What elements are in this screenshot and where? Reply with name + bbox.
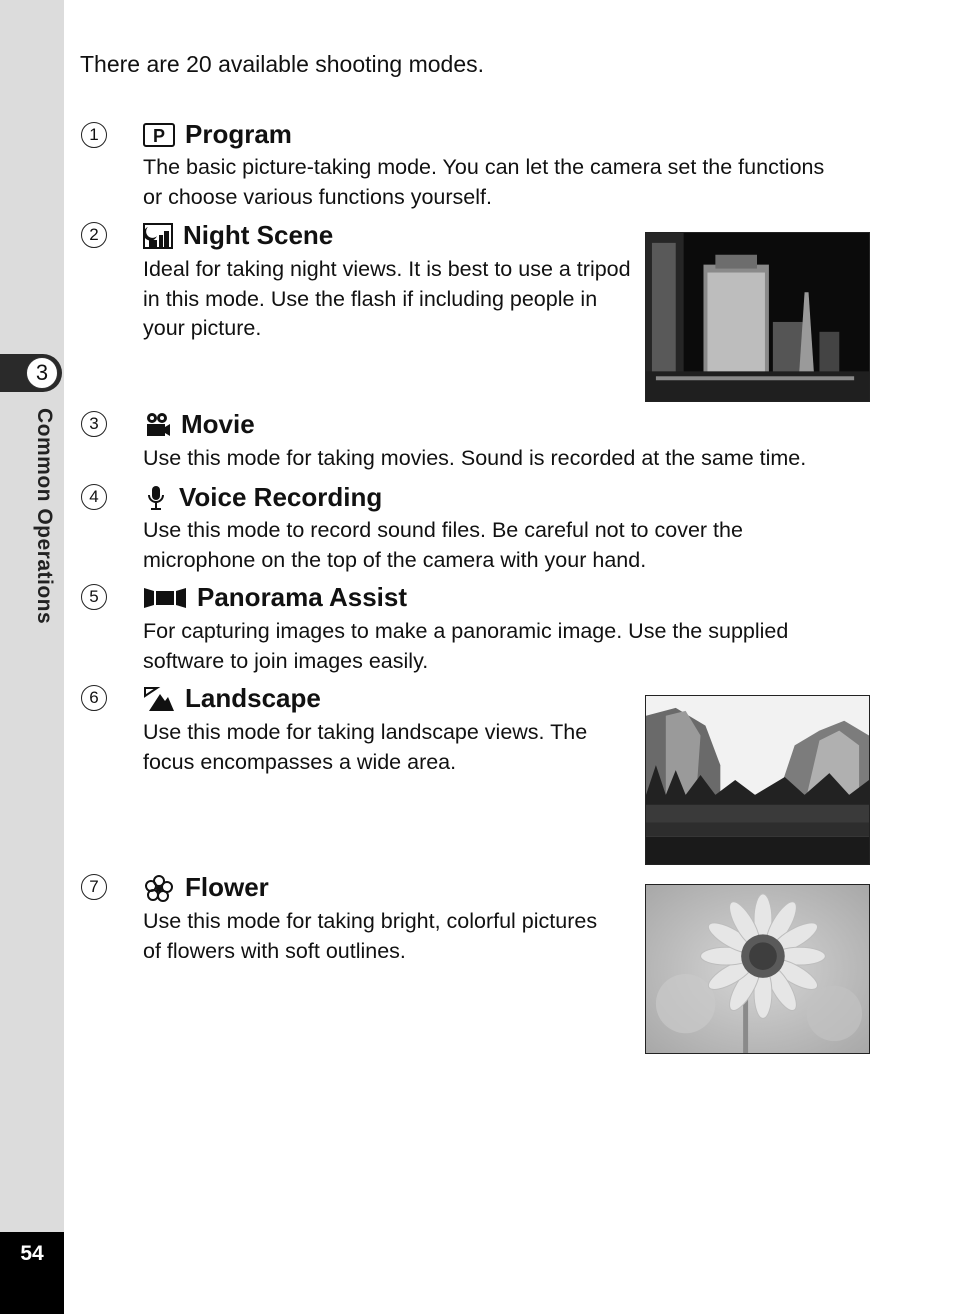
landscape-mountain-icon — [143, 686, 175, 712]
mode-title: Movie — [181, 409, 255, 439]
chapter-sidebar — [0, 0, 64, 1314]
program-p-icon — [143, 123, 175, 147]
intro-text: There are 20 available shooting modes. — [80, 51, 485, 77]
mode-title: Flower — [185, 872, 269, 902]
mode-number: 4 — [81, 484, 107, 510]
mode-number: 2 — [81, 222, 107, 248]
movie-camera-icon — [143, 412, 171, 438]
mode-description: Use this mode to record sound files. Be careful not to cover the microphone on the top of the camera with your hand. — [143, 518, 743, 572]
mode-heading — [143, 119, 292, 150]
mode-heading — [143, 220, 333, 251]
mode-number: 1 — [81, 122, 107, 148]
mode-number: 3 — [81, 411, 107, 437]
mode-title: Voice Recording — [179, 482, 383, 512]
mode-number: 5 — [81, 584, 107, 610]
mode-number: 6 — [81, 685, 107, 711]
chapter-title: Common Operations — [33, 408, 56, 625]
flower-icon — [143, 874, 175, 902]
mode-heading — [143, 683, 321, 714]
mode-description: For capturing images to make a panoramic image. Use the supplied software to join images easily. — [143, 619, 789, 673]
svg-text:P: P — [152, 125, 166, 146]
mode-title: Landscape — [185, 683, 321, 713]
mode-title: Program — [185, 119, 292, 149]
panorama-icon — [143, 587, 187, 609]
mode-description: Use this mode for taking landscape views. The focus encompasses a wide area. — [143, 720, 588, 774]
mode-number: 7 — [81, 874, 107, 900]
night-scene-photo — [645, 232, 870, 402]
chapter-number: 3 — [26, 357, 58, 389]
microphone-icon — [143, 485, 169, 511]
mode-heading — [143, 482, 382, 513]
mode-description: Use this mode for taking bright, colorful pictures of flowers with soft outlines. — [143, 909, 598, 963]
page-number: 54 — [20, 1242, 44, 1265]
mode-description: The basic picture-taking mode. You can let the camera set the functions or choose various functions yourself. — [143, 155, 825, 209]
mode-title: Panorama Assist — [197, 582, 408, 612]
mode-heading — [143, 409, 255, 440]
mode-title: Night Scene — [183, 220, 334, 250]
night-scene-icon — [143, 223, 173, 249]
landscape-photo — [645, 695, 870, 865]
mode-description: Ideal for taking night views. It is best to use a tripod in this mode. Use the flash if including people in your picture. — [143, 257, 631, 340]
mode-heading — [143, 582, 407, 613]
mode-description: Use this mode for taking movies. Sound is recorded at the same time. — [143, 446, 807, 470]
mode-heading — [143, 872, 269, 903]
flower-photo — [645, 884, 870, 1054]
